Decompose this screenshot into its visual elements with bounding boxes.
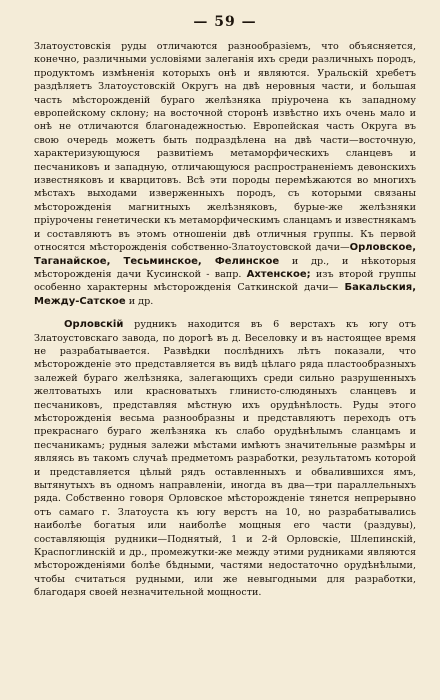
text-run: Златоустовскія руды отличаются разнообразіемъ, что объясняется, конечно, различными условіями залеганія ихъ среди различныхъ породъ, продуктомъ измѣненія которыхъ онѣ и являются. Уральскій хребетъ раздѣляетъ Златоустовскій Округъ на двѣ неровныя части, и большая часть мѣсторожденій бураго желѣзняка пріурочена къ западному европейскому склону; на восточной сторонѣ извѣстно ихъ очень мало и онѣ не отличаются благонадежностью. Европейская часть Округа въ свою очередь можетъ быть подраздѣлена на двѣ части—восточную, характеризующуюся развитіемъ метаморфическихъ сланцевъ и песчаниковъ и западную, отличающуюся распространеніемъ девонскихъ известняковъ и кварцитовъ. Всѣ эти породы перемѣжаются во многихъ мѣстахъ выходами изверженныхъ породъ, съ которыми связаны мѣсторожденія магнитныхъ желѣзняковъ, бурые-же желѣзняки пріурочены генетически къ метаморфическимъ сланцамъ и известнякамъ и составляютъ въ этомъ отношеніи двѣ отличныя группы. Къ первой относятся мѣсторожденія собственно-Златоустовской дачи—: [34, 41, 416, 254]
text-run: изъ второй группы особенно характерны мѣсторожденія Саткинской дачи—: [34, 268, 416, 294]
bold-term: Бакальския, Между-Сатское: [34, 282, 416, 307]
text-run: рудникъ находится въ 6 верстахъ къ югу отъ Златоустовскаго завода, по дорогѣ въ д. Веселовку и въ настоящее время не разрабатывается. Развѣдки послѣднихъ лѣтъ показали, что мѣсторожденіе это представляется въ видѣ цѣлаго ряда пластообразныхъ залежей бураго желѣзняка, залегающихъ среди сильно разрушенныхъ желтоватыхъ или красноватыхъ глинисто-слюдяныхъ сланцевъ и песчаниковъ, представляя мѣстную ихъ орудѣнѣлость. Руды этого мѣсторожденія весьма разнообразны и представляютъ переходъ отъ прекраснаго бураго желѣзняка къ слабо орудѣнѣлымъ сланцамъ и песчаникамъ; рудныя залежи мѣстами имѣютъ значительные размѣры и являясь въ такомъ случаѣ предметомъ разработки, результатомъ которой и представляется цѣлый рядъ оставленныхъ и обвалившихся ямъ, вытянутыхъ въ одномъ направленіи, иногда въ два—три параллельныхъ ряда. Собственно говоря Орловское мѣсторожденіе тянется непрерывно отъ самаго г. Златоуста къ югу верстъ на 10, но разрабатывались наиболѣе богатыя или наиболѣе мощныя его части (раздувы), составляющія рудники—Поднятый, 1 и 2-й Орловскіе, Шлепинскій, Краспоглинскій и др., промежутки-же между этими рудниками являются мѣсторожденіями болѣе бѣдными, частями недостаточно орудѣнѣлыми, чтобы считаться рудными, или же невыгодными для разработки, благодаря своей незначительной мощности.: [34, 319, 416, 599]
bold-term: Орловскій: [64, 319, 124, 331]
paragraph-2: [34, 318, 416, 600]
bold-term: Ахтенское;: [246, 268, 311, 280]
page-number: — 59 —: [193, 14, 257, 30]
text-run: и др.: [125, 295, 154, 307]
paragraph-1: [34, 40, 416, 308]
text-run: и др., и нѣкоторыя мѣсторожденія дачи Кусинской - вапр.: [34, 255, 416, 280]
bold-term: Орловское, Таганайское, Тесьминское, Фелинское: [34, 242, 416, 267]
